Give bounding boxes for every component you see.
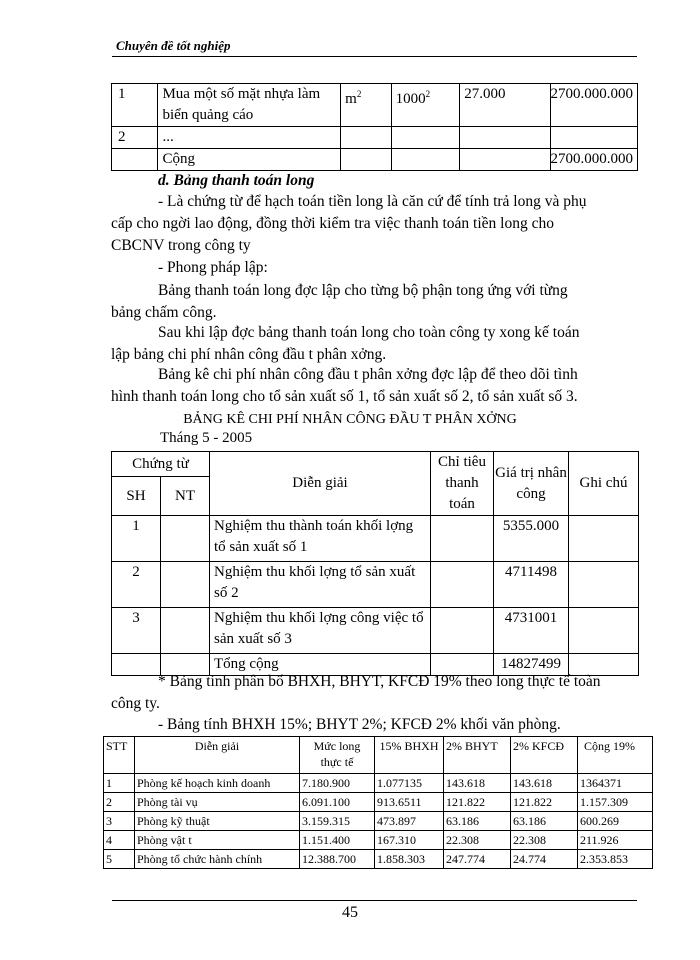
cell-bhyt: 247.774: [444, 850, 511, 869]
cell-desc: Phòng tài vụ: [135, 793, 300, 812]
cell-desc: Nghiệm thu khối lợng công việc tổ sản xuất số 3: [210, 608, 431, 654]
cell-cong: 1.157.309: [578, 793, 653, 812]
cell-value: 4711498: [494, 562, 569, 608]
paragraph-1: - Là chứng từ để hạch toán tiền long là căn cứ để tính trả long và phụ cấp cho ngời lao động, đồng thời kiểm tra việc thanh toán tiền long cho CBCNV trong công ty: [111, 193, 587, 254]
cell-muc-long: 3.159.315: [300, 812, 375, 831]
cell-nt: [161, 516, 210, 562]
table-row: [104, 793, 653, 812]
paragraph-3: Bảng thanh toán long đợc lập cho từng bộ phận tong ứng với từng bảng chấm công.: [111, 282, 568, 321]
cell-desc: Phòng vật t: [135, 831, 300, 850]
header-giatri: Giá trị nhân công: [494, 452, 569, 516]
header-rule: [112, 56, 637, 57]
table-row: [112, 562, 639, 608]
cell-kfcd: 22.308: [511, 831, 578, 850]
cell-desc: Mua một số mặt nhựa làm biển quảng cáo: [158, 84, 341, 127]
cell-cong: 1364371: [578, 774, 653, 793]
cell-cong: 2.353.853: [578, 850, 653, 869]
cell-stt: [112, 149, 158, 171]
cell-bhxh: 1.858.303: [375, 850, 444, 869]
cell-total-value: 14827499: [494, 654, 569, 676]
cell-bhyt: 63.186: [444, 812, 511, 831]
cell-sh: 3: [112, 608, 161, 654]
cell-stt: 2: [112, 127, 158, 149]
cell-unit: [341, 127, 392, 149]
table-row: [112, 84, 638, 127]
cell-kfcd: 24.774: [511, 850, 578, 869]
cell-muc-long: 6.091.100: [300, 793, 375, 812]
section-heading: d. Bảng thanh toán long: [158, 172, 315, 189]
cell-ghichu: [569, 516, 639, 562]
cell-chitieu: [431, 562, 494, 608]
cell-desc: Phòng kỹ thuật: [135, 812, 300, 831]
table-row: [104, 774, 653, 793]
cell-stt: 3: [104, 812, 135, 831]
cell-muc-long: 1.151.400: [300, 831, 375, 850]
cell-value: 4731001: [494, 608, 569, 654]
header-stt: STT: [104, 737, 135, 774]
cell-stt: 4: [104, 831, 135, 850]
header-nt: NT: [161, 477, 210, 516]
header-sh: SH: [112, 477, 161, 516]
header-chitieu: Chỉ tiêu thanh toán: [431, 452, 494, 516]
table-row: [112, 149, 638, 171]
paragraph-2: - Phong pháp lập:: [158, 259, 268, 276]
cell-bhxh: 167.310: [375, 831, 444, 850]
document-header: Chuyên đề tốt nghiệp: [116, 38, 231, 53]
cell-qty: [391, 127, 460, 149]
table2-month: Tháng 5 - 2005: [160, 430, 253, 446]
insurance-table: [103, 736, 653, 869]
table-row: [104, 812, 653, 831]
table-header-row: [104, 737, 653, 774]
note-2: - Bảng tính BHXH 15%; BHYT 2%; KFCĐ 2% khối văn phòng.: [158, 716, 561, 733]
header-chungtu: Chứng từ: [112, 452, 210, 477]
header-bhyt: 2% BHYT: [444, 737, 511, 774]
cell-bhxh: 913.6511: [375, 793, 444, 812]
cell-price: [460, 127, 550, 149]
cell-amount: 2700.000.000: [550, 84, 638, 127]
table-row: [112, 608, 639, 654]
cell-qty: [391, 149, 460, 171]
cell-ghichu: [569, 562, 639, 608]
cell-stt: 5: [104, 850, 135, 869]
cell-kfcd: 143.618: [511, 774, 578, 793]
header-cong: Cộng 19%: [578, 737, 653, 774]
cell-muc-long: 12.388.700: [300, 850, 375, 869]
cell-kfcd: 121.822: [511, 793, 578, 812]
cell-stt: 2: [104, 793, 135, 812]
cell-desc: Phòng tổ chức hành chính: [135, 850, 300, 869]
cell-desc: ...: [158, 127, 341, 149]
header-ghichu: Ghi chú: [569, 452, 639, 516]
cell-price: [460, 149, 550, 171]
cell-bhxh: 1.077135: [375, 774, 444, 793]
cell-cong: 211.926: [578, 831, 653, 850]
cell-bhxh: 473.897: [375, 812, 444, 831]
cell-kfcd: 63.186: [511, 812, 578, 831]
cell-amount: [550, 127, 638, 149]
cell-sh: 1: [112, 516, 161, 562]
cell-nt: [161, 608, 210, 654]
labor-cost-table: [111, 451, 639, 676]
table-row: [112, 127, 638, 149]
cell-sh: 2: [112, 562, 161, 608]
cell-muc-long: 7.180.900: [300, 774, 375, 793]
cell-total-label: Tổng cộng: [210, 654, 431, 676]
header-kfcd: 2% KFCĐ: [511, 737, 578, 774]
cell-unit: $m^2$: [341, 84, 392, 127]
cell-desc: Nghiệm thu thành toán khối lợng tổ sản xuất số 1: [210, 516, 431, 562]
materials-table: [111, 83, 638, 171]
cell-bhyt: 121.822: [444, 793, 511, 812]
cell-bhyt: 22.308: [444, 831, 511, 850]
cell-nt: [161, 562, 210, 608]
footer-rule: [112, 900, 637, 901]
cell-desc: Nghiệm thu khối lợng tổ sản xuất số 2: [210, 562, 431, 608]
cell-chitieu: [431, 608, 494, 654]
note-paragraph: * Bảng tính phân bổ BHXH, BHYT, KFCĐ 19% theo long thực tế toàn công ty.: [111, 673, 601, 712]
header-diengiai: Diễn giải: [210, 452, 431, 516]
table-row: [104, 850, 653, 869]
cell-qty: 1000$^2$: [391, 84, 460, 127]
paragraph-4: Sau khi lập đợc bảng thanh toán long cho toàn công ty xong kế toán lập bảng chi phí nhân công đầu t phân xởng.: [111, 324, 580, 363]
cell-cong: 600.269: [578, 812, 653, 831]
cell-stt: 1: [112, 84, 158, 127]
cell-chitieu: [431, 516, 494, 562]
cell-desc: Cộng: [158, 149, 341, 171]
cell-desc: Phòng kế hoạch kinh doanh: [135, 774, 300, 793]
header-diengiai: Diễn giải: [135, 737, 300, 774]
table-header-row: [112, 452, 639, 477]
cell-price: 27.000: [460, 84, 550, 127]
paragraph-5: Bảng kê chi phí nhân công đầu t phân xởng đợc lập để theo dõi tình hình thanh toán long cho tổ sản xuất số 1, tổ sản xuất số 2, tổ sản xuất số 3.: [111, 366, 578, 405]
table-row: [104, 831, 653, 850]
page-number: 45: [342, 904, 358, 921]
header-muc-long: Mức long thực tế: [300, 737, 375, 774]
cell-value: 5355.000: [494, 516, 569, 562]
table-row: [112, 516, 639, 562]
cell-unit: [341, 149, 392, 171]
cell-ghichu: [569, 608, 639, 654]
header-bhxh: 15% BHXH: [375, 737, 444, 774]
table2-title: BẢNG KÊ CHI PHÍ NHÂN CÔNG ĐẦU T PHÂN XỞNG: [183, 412, 517, 427]
cell-amount: 2700.000.000: [550, 149, 638, 171]
cell-stt: 1: [104, 774, 135, 793]
cell-bhyt: 143.618: [444, 774, 511, 793]
